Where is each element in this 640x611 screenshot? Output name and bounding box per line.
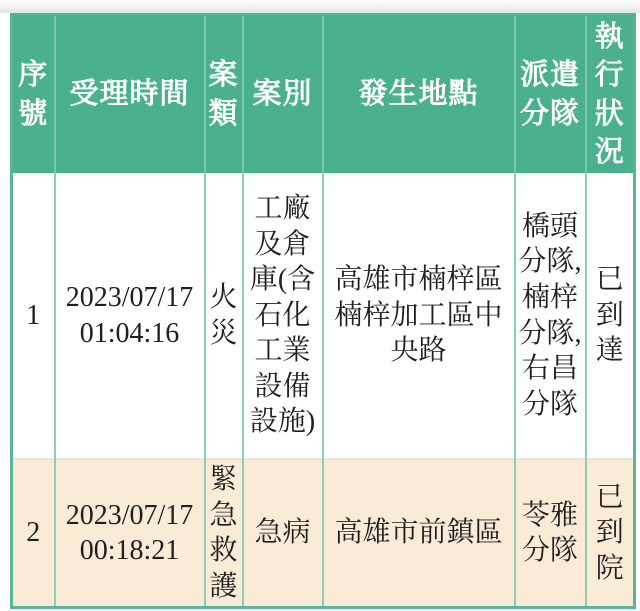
dispatch-table: [10, 13, 636, 609]
col-header-location: 發生地點: [323, 15, 515, 174]
cell-time: 2023/07/17 01:04:16: [55, 173, 205, 459]
table-row: [12, 173, 635, 459]
page-top-gradient: [0, 0, 640, 13]
header-row: [12, 15, 635, 174]
col-header-time: 受理時間: [55, 15, 205, 174]
col-header-category: 案類: [205, 15, 243, 174]
cell-seq: 1: [26, 299, 41, 331]
table-body: [12, 173, 635, 608]
cell-category: 火災: [205, 173, 243, 459]
cell-time: 2023/07/17 00:18:21: [55, 459, 205, 608]
col-header-status: 執行狀況: [586, 15, 635, 174]
cell-squad: 橋頭分隊,楠梓分隊,右昌分隊: [515, 173, 586, 459]
col-header-type: 案別: [243, 15, 323, 174]
cell-seq: 2: [12, 459, 55, 608]
cell-location: 高雄市前鎮區: [323, 459, 515, 608]
cell-location: 高雄市楠梓區楠梓加工區中央路: [323, 173, 515, 459]
cell-category: 緊急救護: [205, 459, 243, 608]
cell-type: 工廠及倉庫(含石化工業設備設施): [243, 173, 323, 459]
cell-status: 已到達: [586, 173, 635, 459]
col-header-seq: 序號: [12, 15, 55, 174]
table-header: [12, 15, 635, 174]
col-header-squad: 派遣分隊: [515, 15, 586, 174]
table-row: [12, 459, 635, 608]
cell-type: 急病: [243, 459, 323, 608]
cell-squad: 苓雅分隊: [515, 459, 586, 608]
cell-status: 已到院: [586, 459, 635, 608]
